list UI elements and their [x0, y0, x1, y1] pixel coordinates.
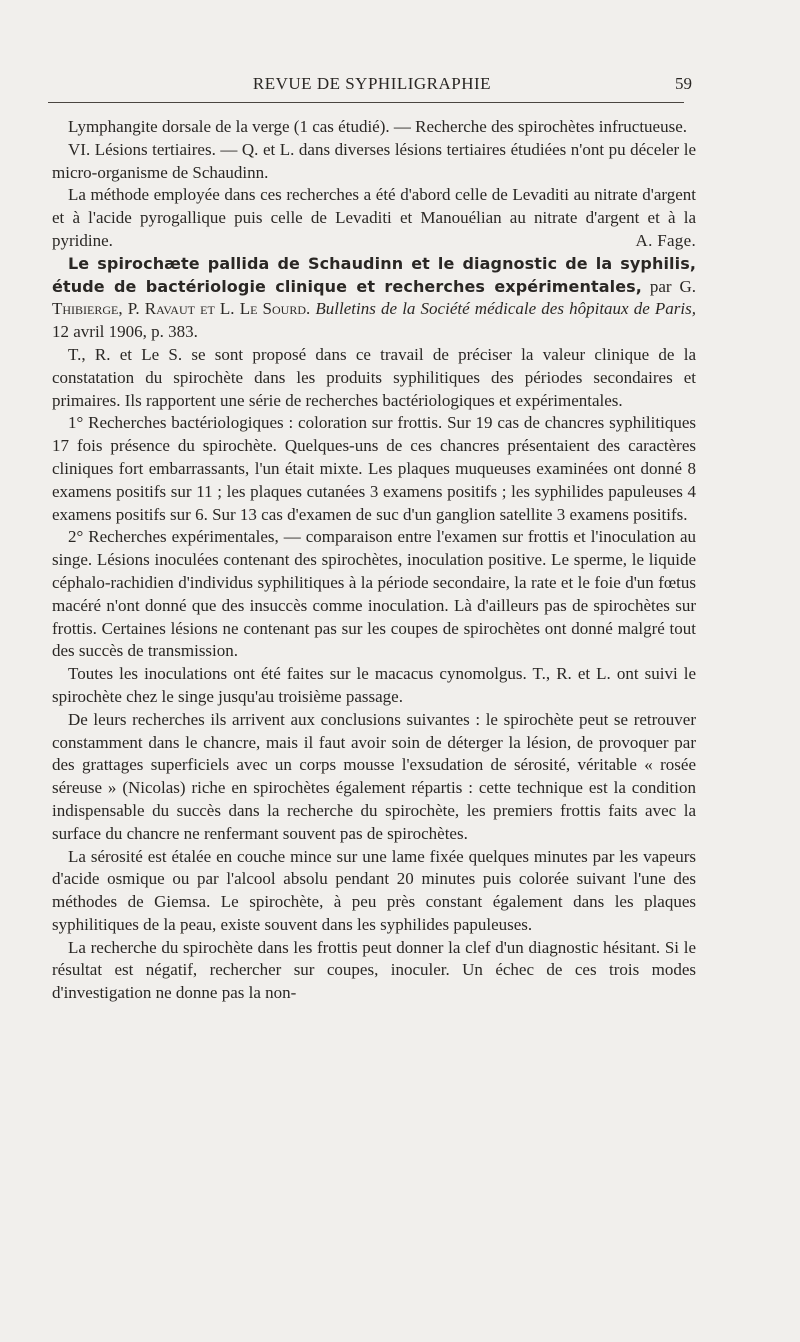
journal-title: REVUE DE SYPHILIGRAPHIE	[252, 74, 492, 93]
paragraph: 2° Recherches expérimentales, — comparaison entre l'examen sur frottis et l'inoculation au singe. Lésions inoculées contenant des spirochètes, inoculation positive. Le sperme, le liquide céphalo-rachidien d'individus syphilitiques à la période secondaire, la rate et le foie d'un fœtus macéré n'ont donné que des insuccès comme inoculation. Là d'ailleurs pas de spirochètes sur frottis. Certaines lésions ne contenant pas sur les coupes de spirochètes ont donné malgré tout des succès de transmission.	[52, 527, 696, 661]
reference-by: par	[649, 276, 672, 296]
reference-authors: G. Thibierge, P. Ravaut et L. Le Sourd.	[52, 276, 697, 319]
reference-journal: Bulletins de la Société médicale des hôpitaux de Paris,	[315, 299, 697, 319]
reference-date: 12 avril 1906, p. 383.	[52, 322, 198, 342]
paragraph: La sérosité est étalée en couche mince sur une lame fixée quelques minutes par les vapeurs d'acide osmique ou par l'alcool absolu pendant 20 minutes puis colorée suivant l'une des méthodes de Giemsa. Le spirochète, à peu près constant également dans les plaques syphilitiques de la peau, existe souvent dans les syphilides papuleuses.	[52, 846, 696, 934]
paragraph: 1° Recherches bactériologiques : coloration sur frottis. Sur 19 cas de chancres syphilitiques 17 fois présence du spirochète. Quelques-uns de ces chancres présentaient des caractères cliniques fort embarrassants, l'un était mixte. Les plaques muqueuses examinées ont donné 8 examens positifs sur 11 ; les plaques cutanées 3 examens positifs ; les syphilides papuleuses 4 examens positifs sur 6. Sur 13 cas d'examen de suc d'un ganglion satellite 3 examens positifs.	[52, 413, 696, 524]
reference-title: Le spirochæte pallida de Schaudinn et le diagnostic de la syphilis, étude de bactériologie clinique et recherches expérimentales,	[52, 253, 696, 296]
page-number: 59	[675, 74, 692, 93]
paragraph: La recherche du spirochète dans les frottis peut donner la clef d'un diagnostic hésitant. Si le résultat est négatif, rechercher sur coupes, inoculer. Un échec de ces trois modes d'investigation ne donne pas la non-	[52, 937, 696, 1003]
bibliographic-reference	[52, 253, 696, 344]
paragraph: Toutes les inoculations ont été faites sur le macacus cynomolgus. T., R. et L. ont suivi le spirochète chez le singe jusqu'au troisième passage.	[52, 664, 696, 706]
running-head	[52, 74, 692, 98]
author-signature: A. Fage.	[635, 230, 696, 250]
paragraph	[52, 184, 696, 252]
paragraph: VI. Lésions tertiaires. — Q. et L. dans diverses lésions tertiaires étudiées n'ont pu déceler le micro-organisme de Schaudinn.	[52, 139, 696, 182]
body-text	[52, 116, 696, 1005]
paragraph-text: La méthode employée dans ces recherches a été d'abord celle de Levaditi au nitrate d'argent et à l'acide pyrogallique puis celle de Levaditi et Manouélian au nitrate d'argent et à la pyridine.	[52, 185, 696, 250]
paragraph: T., R. et Le S. se sont proposé dans ce travail de préciser la valeur clinique de la constatation du spirochète dans les produits syphilitiques des périodes secondaires et primaires. Ils rapportent une série de recherches bactériologiques et expérimentales.	[52, 344, 696, 410]
header-rule	[48, 102, 684, 103]
paragraph: Lymphangite dorsale de la verge (1 cas étudié). — Recherche des spirochètes infructueuse.	[68, 117, 688, 136]
paragraph: De leurs recherches ils arrivent aux conclusions suivantes : le spirochète peut se retrouver constamment dans le chancre, mais il faut avoir soin de déterger la lésion, de provoquer par des grattages superficiels avec un corps mousse l'exsudation de sérosité, véritable « rosée séreuse » (Nicolas) riche en spirochètes également répartis : cette technique est la condition indispensable du succès dans la recherche du spirochète, les premiers frottis faits avec la surface du chancre ne renfermant souvent pas de spirochètes.	[52, 709, 696, 843]
